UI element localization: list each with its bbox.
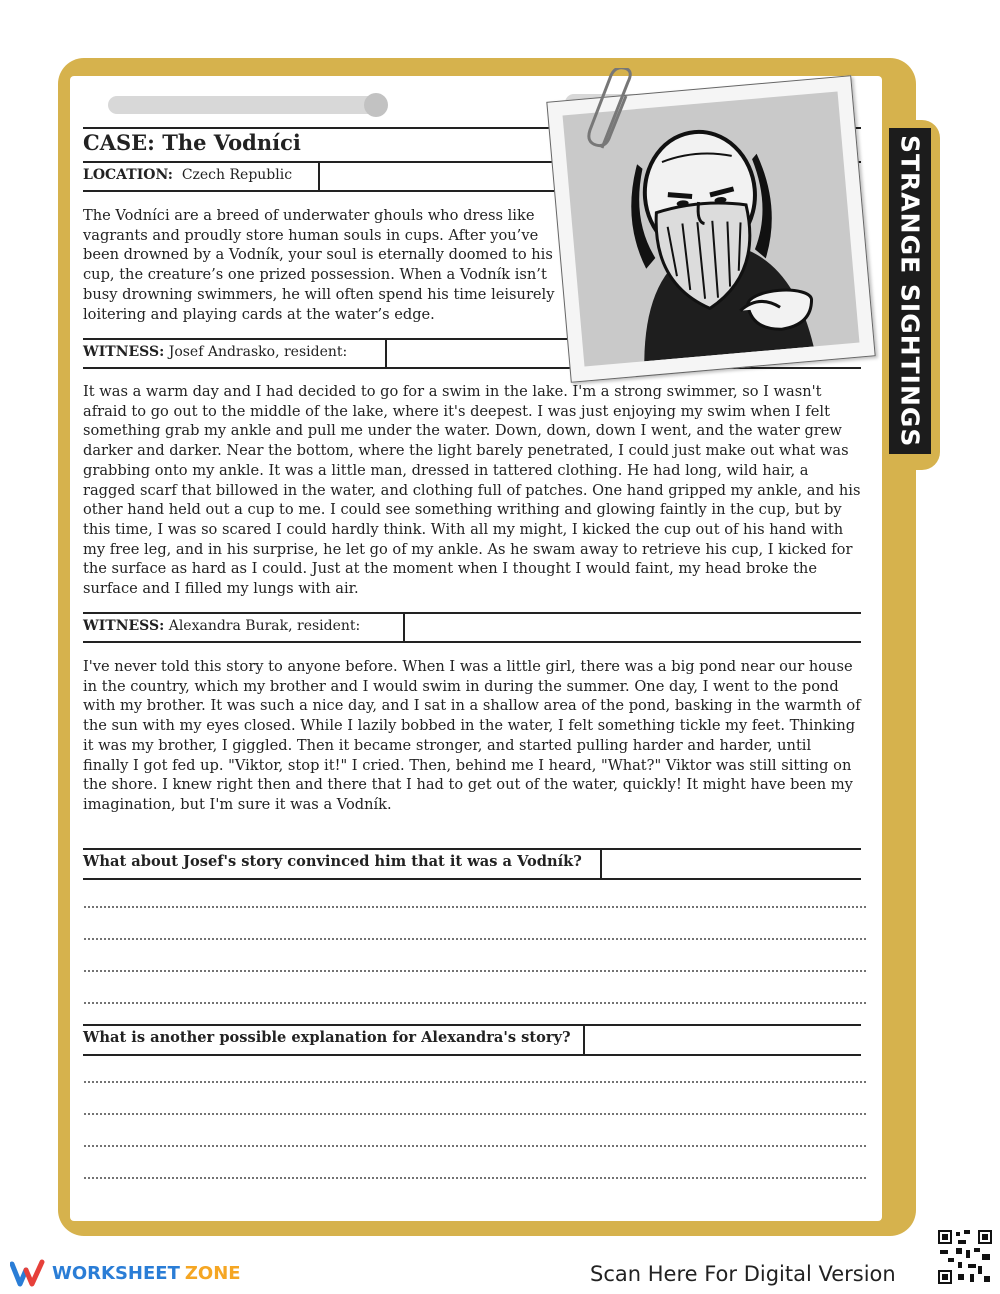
location-row (83, 167, 292, 183)
rule (83, 1054, 861, 1056)
answer-line[interactable] (83, 1113, 868, 1115)
rule (403, 612, 405, 642)
rule (318, 161, 320, 191)
logo-icon (10, 1258, 46, 1288)
answer-line[interactable] (83, 906, 868, 908)
answer-line[interactable] (83, 938, 868, 940)
rule (385, 338, 387, 368)
rule (83, 848, 861, 850)
rule (83, 878, 861, 880)
witness-label: WITNESS: (83, 344, 165, 360)
witness-row (83, 618, 360, 634)
answer-line[interactable] (83, 970, 868, 972)
tab-label (889, 128, 931, 454)
witness-name: Alexandra Burak, resident: (168, 618, 361, 634)
witness-story: It was a warm day and I had decided to go for a swim in the lake. I'm a strong swimmer, so I wasn't afraid to go out to the middle of the lake, where it's deepest. I was just enjoying my swim when I felt something grab my ankle and pull me under the water. Down, down, down I went, and the water grew darker and darker. Near the bottom, where the light barely penetrated, I could just make out what was grabbing onto my ankle. It was a little man, dressed in tattered clothing. He had long, wild hair, a ragged scarf that billowed in the water, and clothing full of patches. One hand gripped my ankle, and his other hand held out a cup to me. I could see something writhing and glowing faintly in the cup, but by this time, I was so scared I could hardly think. With all my might, I kicked the cup out of his hand with my free leg, and in his surprise, he let go of my ankle. As he swam away to retrieve his cup, I kicked for the surface as hard as I could. Just at the moment when I thought I would faint, my head broke the surface and I filled my lungs with air. (83, 383, 861, 598)
question: What is another possible explanation for Alexandra's story? (83, 1029, 571, 1046)
brand-name-part2: ZONE (184, 1262, 241, 1284)
answer-line[interactable] (83, 1002, 868, 1004)
case-title: CASE: The Vodníci (83, 130, 301, 155)
answer-line[interactable] (83, 1177, 868, 1179)
worksheetzone-logo[interactable] (10, 1258, 241, 1288)
answer-line[interactable] (83, 1145, 868, 1147)
witness-story: I've never told this story to anyone before. When I was a little girl, there was a big pond near our house in the country, which my brother and I would swim in during the summer. One day, I went to the pond with my brother. It was such a nice day, and I sat in a shallow area of the pond, basking in the warmth of the sun with my eyes closed. While I lazily bobbed in the water, I felt something tickle my feet. Thinking it was my brother, I giggled. Then it became stronger, and started pulling harder and harder, until finally I got fed up. "Viktor, stop it!" I cried. Then, behind me I heard, "What?" Viktor was still sitting on the shore. I knew right then and there that I had to get out of the water, quickly! It might have been my imagination, but I'm sure it was a Vodník. (83, 658, 861, 813)
case-intro: The Vodníci are a breed of underwater ghouls who dress like vagrants and proudly store human souls in cups. After you’ve been drowned by a Vodník, your soul is eternally doomed to his cup, the creature’s one prized possession. When a Vodník isn’t busy drowning swimmers, he will often spend his time leisurely loitering and playing cards at the water’s edge. (83, 207, 555, 323)
rule (83, 1024, 861, 1026)
pencil-decoration (108, 96, 378, 114)
rule (583, 1024, 585, 1055)
witness-label: WITNESS: (83, 618, 165, 634)
tab-label-text: STRANGE SIGHTINGS (895, 134, 925, 448)
witness-row (83, 344, 347, 360)
rule (83, 641, 861, 643)
answer-line[interactable] (83, 1081, 868, 1083)
location-label: LOCATION: (83, 167, 173, 183)
rule (83, 612, 861, 614)
rule (600, 848, 602, 879)
qr-code-icon[interactable] (936, 1228, 994, 1286)
brand-name-part1: WORKSHEET (52, 1262, 180, 1284)
question: What about Josef's story convinced him that it was a Vodník? (83, 853, 582, 870)
scan-caption: Scan Here For Digital Version (590, 1262, 896, 1286)
witness-name: Josef Andrasko, resident: (168, 344, 348, 360)
paperclip-icon (584, 68, 644, 158)
location-value: Czech Republic (181, 167, 293, 183)
